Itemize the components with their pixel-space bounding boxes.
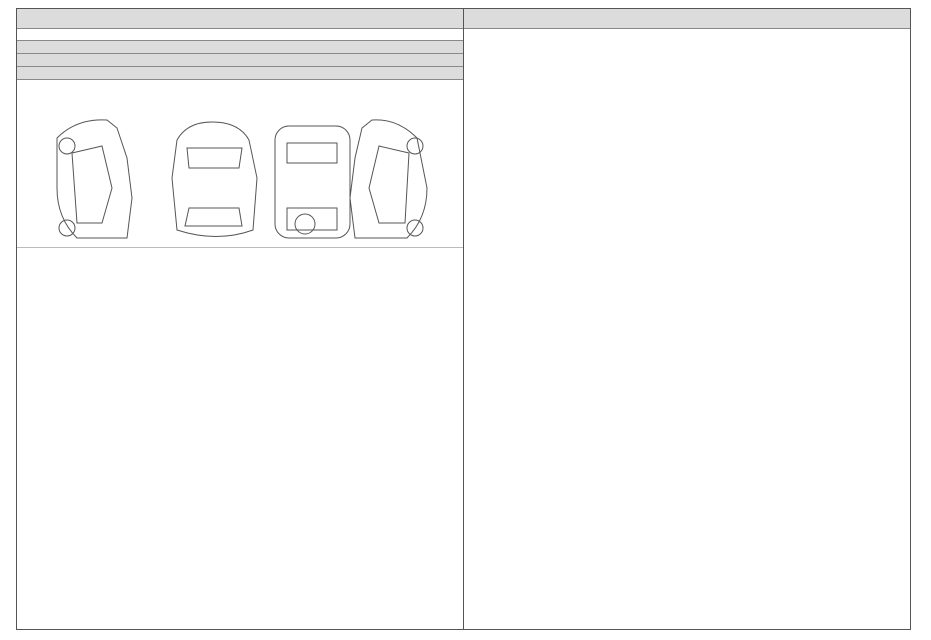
- accident-header: [17, 67, 463, 80]
- detail-header: [464, 9, 910, 29]
- accident-diagram-area: [17, 80, 463, 248]
- right-page: [463, 8, 911, 630]
- left-page: [16, 8, 464, 630]
- doc-note: [127, 29, 131, 40]
- overall-header: [17, 54, 463, 67]
- basic-info-header: [17, 41, 463, 54]
- doc-number-row: [17, 29, 463, 41]
- car-diagram: [17, 98, 463, 248]
- doc-number: [17, 29, 127, 40]
- page-title: [17, 9, 463, 29]
